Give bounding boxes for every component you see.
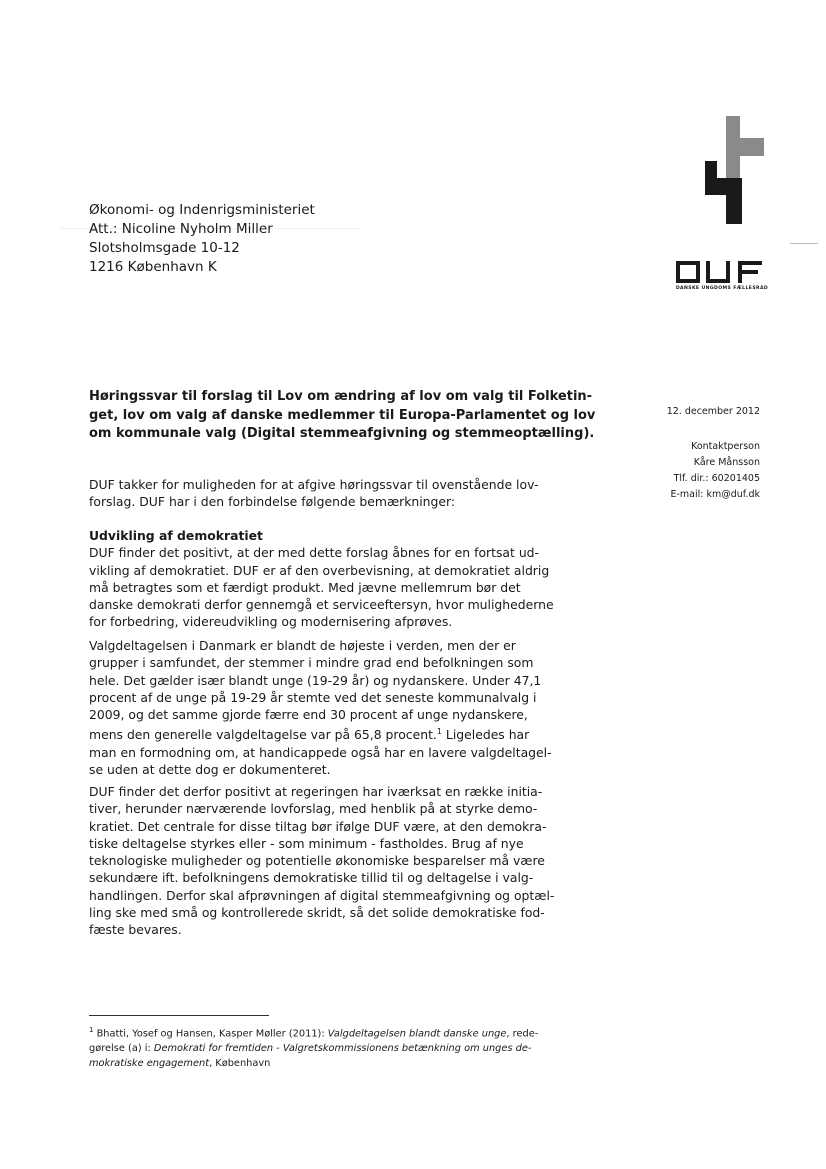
paragraph-line: hele. Det gælder især blandt unge (19-29 år) og nydanskere. Under 47,1 bbox=[89, 672, 542, 688]
text-span: Bhatti, Yosef og Hansen, Kasper Møller (2011): bbox=[93, 1028, 328, 1040]
paragraph-government-initiatives bbox=[89, 783, 589, 939]
text-span: , København bbox=[209, 1058, 271, 1070]
paragraph-line: må betragtes som et færdigt produkt. Med jævne mellemrum bør det bbox=[89, 579, 521, 595]
letter-date: 12. december 2012 bbox=[666, 406, 760, 417]
paragraph-line: teknologiske muligheder og potentielle økonomiske besparelser må være bbox=[89, 853, 545, 869]
text-span: , rede- bbox=[506, 1028, 539, 1040]
footnote bbox=[89, 1023, 538, 1071]
paragraph-line: Valgdeltagelsen i Danmark er blandt de højeste i verden, men der er bbox=[89, 638, 516, 653]
intro-paragraph bbox=[89, 476, 589, 511]
address-line: 1216 København K bbox=[89, 259, 217, 275]
paragraph-line: se uden at dette dog er dokumenteret. bbox=[89, 762, 331, 778]
scan-artifact-line bbox=[790, 243, 818, 244]
title-line: Høringssvar til forslag til Lov om ændring af lov om valg til Folketin- bbox=[89, 389, 593, 404]
paragraph-line: tiske deltagelse styrkes eller - som minimum - fastholdes. Brug af nye bbox=[89, 835, 524, 851]
paragraph-line: danske demokrati derfor gennemgå et serviceeftersyn, hvor mulighederne bbox=[89, 597, 554, 613]
duf-logo-icon bbox=[674, 116, 770, 302]
contact-block bbox=[670, 439, 760, 503]
section-democracy bbox=[89, 527, 589, 631]
paragraph-line: man en formodning om, at handicappede også har en lavere valgdeltagel- bbox=[89, 744, 552, 760]
footnote-line bbox=[89, 1041, 538, 1056]
paragraph-line: fæste bevares. bbox=[89, 922, 182, 938]
paragraph-line: forslag. DUF har i den forbindelse følgende bemærkninger: bbox=[89, 494, 456, 510]
contact-name: Kåre Månsson bbox=[693, 457, 760, 468]
footnote-number: 1 bbox=[89, 1026, 94, 1034]
text-span: gørelse (a) i: bbox=[89, 1043, 154, 1055]
text-span: Ligeledes har bbox=[441, 727, 530, 743]
contact-phone: Tlf. dir.: 60201405 bbox=[673, 473, 760, 484]
text-span: mens den generelle valgdeltagelse var på 65,8 procent. bbox=[89, 727, 437, 743]
paragraph-line: 2009, og det samme gjorde færre end 30 procent af unge nydanskere, bbox=[89, 707, 528, 723]
paragraph-line bbox=[89, 723, 589, 743]
address-line: Slotsholmsgade 10-12 bbox=[89, 240, 240, 256]
footnote-reference[interactable]: 1 bbox=[436, 727, 442, 737]
title-line: get, lov om valg af danske medlemmer til Europa-Parlamentet og lov bbox=[89, 407, 596, 423]
contact-label: Kontaktperson bbox=[691, 441, 760, 452]
paragraph-line: DUF takker for muligheden for at afgive høringssvar til ovenstående lov- bbox=[89, 477, 539, 492]
paragraph-line: sekundære ift. befolkningens demokratiske tillid til og deltagelse i valg- bbox=[89, 870, 534, 886]
paragraph-line: handlingen. Derfor skal afprøvningen af digital stemmeafgivning og optæl- bbox=[89, 887, 555, 903]
paragraph-line: procent af de unge på 19-29 år stemte ved det seneste kommunalvalg i bbox=[89, 689, 537, 705]
title-line: om kommunale valg (Digital stemmeafgivning og stemmeoptælling). bbox=[89, 426, 595, 441]
citation-source: Demokrati for fremtiden - Valgretskommissionens betænkning om unges de- bbox=[153, 1043, 532, 1055]
paragraph-line: vikling af demokratiet. DUF er af den overbevisning, at demokratiet aldrig bbox=[89, 562, 550, 578]
paragraph-line: DUF finder det derfor positivt at regeringen har iværksat en række initia- bbox=[89, 784, 543, 799]
logo-tagline: DANSKE UNGDOMS FÆLLESRÅD bbox=[675, 286, 769, 291]
address-line: Økonomi- og Indenrigsministeriet bbox=[89, 202, 315, 218]
duf-logo bbox=[674, 116, 770, 302]
contact-email: E-mail: km@duf.dk bbox=[670, 489, 760, 500]
document-title bbox=[89, 388, 629, 444]
footnote-line bbox=[89, 1023, 538, 1041]
recipient-address bbox=[89, 201, 315, 277]
paragraph-voter-turnout bbox=[89, 637, 589, 779]
paragraph-line: for forbedring, videreudvikling og modernisering afprøves. bbox=[89, 614, 453, 630]
citation-source: mokratiske engagement bbox=[89, 1058, 210, 1070]
citation-title: Valgdeltagelsen blandt danske unge bbox=[327, 1028, 507, 1040]
address-line: Att.: Nicoline Nyholm Miller bbox=[89, 221, 273, 237]
section-heading: Udvikling af demokratiet bbox=[89, 528, 263, 543]
paragraph-line: tiver, herunder nærværende lovforslag, med henblik på at styrke demo- bbox=[89, 801, 538, 817]
footnote-line bbox=[89, 1056, 538, 1071]
footnote-separator bbox=[89, 1015, 269, 1016]
paragraph-line: DUF finder det positivt, at der med dette forslag åbnes for en fortsat ud- bbox=[89, 545, 540, 561]
paragraph-line: ling ske med små og kontrollerede skridt, så det solide demokratiske fod- bbox=[89, 905, 545, 921]
paragraph-line: kratiet. Det centrale for disse tiltag bør ifølge DUF være, at den demokra- bbox=[89, 818, 547, 834]
paragraph-line: grupper i samfundet, der stemmer i mindre grad end befolkningen som bbox=[89, 655, 534, 671]
